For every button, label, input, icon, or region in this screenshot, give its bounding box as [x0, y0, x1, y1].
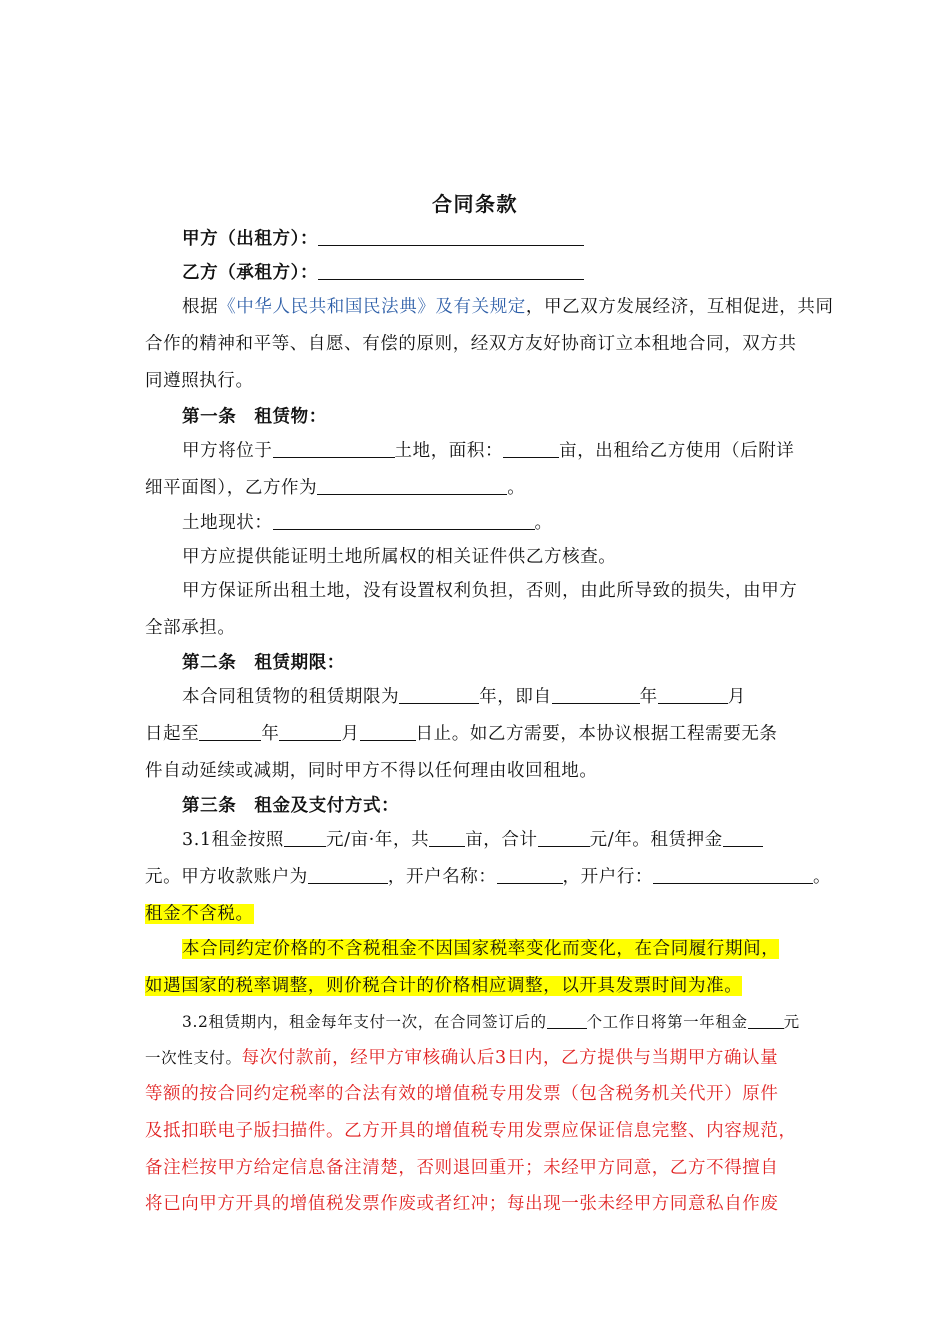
- article-2-line-3: 件自动延续或减期，同时甲方不得以任何理由收回租地。: [145, 761, 598, 781]
- article-3-line-5: 如遇国家的税率调整，则价税合计的价格相应调整，以开具发票时间为准。: [145, 976, 743, 996]
- land-status-blank[interactable]: [273, 512, 535, 530]
- article-1-line-5: 甲方保证所出租土地，没有设置权利负担，否则，由此所导致的损失，由甲方: [182, 581, 798, 601]
- party-a-label: 甲方（出租方）：: [182, 229, 319, 249]
- article-3-line-8: 等额的按合同约定税率的合法有效的增值税专用发票（包含税务机关代开）原件: [145, 1084, 779, 1104]
- rent-per-mu-blank[interactable]: [284, 829, 326, 847]
- end-day-blank[interactable]: [360, 723, 416, 741]
- working-days-blank[interactable]: [547, 1011, 587, 1029]
- start-year-blank[interactable]: [552, 686, 640, 704]
- term-years-blank[interactable]: [399, 686, 479, 704]
- intro-line-2: 合作的精神和平等、自愿、有偿的原则，经双方友好协商订立本租地合同，双方共: [145, 334, 797, 354]
- article-1-line-3: 土地现状： 。: [182, 513, 553, 533]
- page-title: 合同条款: [432, 192, 518, 216]
- article-3-line-3: [145, 903, 815, 925]
- article-3-line-11: 将已向甲方开具的增值税发票作废或者红冲；每出现一张未经甲方同意私自作废: [145, 1194, 779, 1214]
- annual-total-blank[interactable]: [538, 829, 590, 847]
- party-a-blank[interactable]: [318, 228, 584, 246]
- article-2-line-1: 本合同租赁物的租赁期限为 年，即自 年 月: [182, 687, 746, 707]
- article-3-line-6: 3.2租赁期内，租金每年支付一次，在合同签订后的 个工作日将第一年租金 元: [182, 1013, 800, 1031]
- article-1-line-4: 甲方应提供能证明土地所属权的相关证件供乙方核查。: [182, 547, 617, 567]
- start-month-blank[interactable]: [658, 686, 728, 704]
- article-1-line-2: 细平面图），乙方作为 。: [145, 478, 526, 498]
- end-month-blank[interactable]: [279, 723, 341, 741]
- intro-line-1: 根据《中华人民共和国民法典》及有关规定，甲乙双方发展经济，互相促进，共同: [182, 297, 834, 317]
- article-1-heading: 第一条 租赁物：: [182, 407, 327, 427]
- end-year-blank[interactable]: [199, 723, 261, 741]
- bank-blank[interactable]: [653, 866, 813, 884]
- article-2-line-2: 日起至 年 月 日止。如乙方需要，本协议根据工程需要无条: [145, 724, 778, 744]
- tax-exclusive-note: 租金不含税。: [145, 904, 254, 924]
- account-name-blank[interactable]: [497, 866, 563, 884]
- article-1-line-1: 甲方将位于 土地，面积： 亩，出租给乙方使用（后附详: [182, 441, 795, 461]
- usage-blank[interactable]: [317, 477, 507, 495]
- article-3-line-2: 元。甲方收款账户为 ，开户名称： ，开户行： 。: [145, 867, 832, 887]
- article-3-line-7: 一次性支付。每次付款前，经甲方审核确认后3日内，乙方提供与当期甲方确认量: [145, 1048, 779, 1068]
- account-number-blank[interactable]: [308, 866, 388, 884]
- article-2-heading: 第二条 租赁期限：: [182, 653, 345, 673]
- party-a-line: [182, 228, 815, 250]
- deposit-blank[interactable]: [723, 829, 763, 847]
- article-3-line-1: 3.1租金按照 元/亩·年，共 亩，合计 元/年。租赁押金: [182, 829, 815, 851]
- article-3-line-4: 本合同约定价格的不含税租金不因国家税率变化而变化，在合同履行期间，: [182, 939, 780, 959]
- law-reference: 《中华人民共和国民法典》及有关规定: [218, 297, 526, 317]
- article-3-heading: 第三条 租金及支付方式：: [182, 796, 400, 816]
- article-3-line-9: 及抵扣联电子版扫描件。乙方开具的增值税专用发票应保证信息完整、内容规范，: [145, 1121, 797, 1141]
- intro-line-3: 同遵照执行。: [145, 371, 254, 391]
- article-3-line-10: 备注栏按甲方给定信息备注清楚，否则退回重开；未经甲方同意，乙方不得擅自: [145, 1158, 779, 1178]
- area-blank[interactable]: [503, 440, 559, 458]
- location-blank[interactable]: [273, 440, 395, 458]
- party-b-line: [182, 262, 815, 284]
- party-b-label: 乙方（承租方）：: [182, 263, 319, 283]
- first-year-rent-blank[interactable]: [748, 1011, 784, 1029]
- total-mu-blank[interactable]: [429, 829, 465, 847]
- article-1-line-6: 全部承担。: [145, 618, 236, 638]
- party-b-blank[interactable]: [318, 262, 584, 280]
